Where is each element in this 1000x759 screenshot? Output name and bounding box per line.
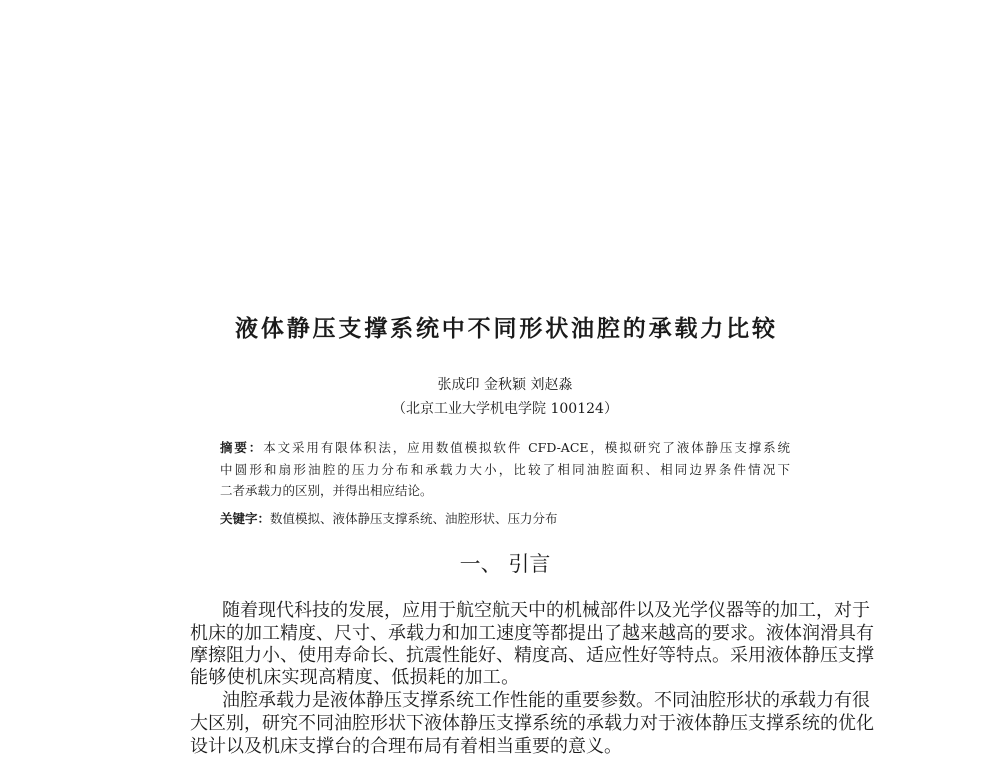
body-line: 能够使机床实现高精度、低损耗的加工。 — [190, 667, 520, 688]
body-line: 摩擦阻力小、使用寿命长、抗震性能好、精度高、适应性好等特点。采用液体静压支撑 — [190, 645, 874, 666]
abstract-line — [220, 438, 790, 456]
body-line: 油腔承载力是液体静压支撑系统工作性能的重要参数。不同油腔形状的承载力有很 — [222, 690, 870, 711]
paper-title: 液体静压支撑系统中不同形状油腔的承载力比较 — [235, 316, 775, 342]
abstract-text: 本文采用有限体积法，应用数值模拟软件 CFD-ACE，模拟研究了液体静压支撑系统 — [263, 440, 790, 455]
body-line: 机床的加工精度、尺寸、承载力和加工速度等都提出了越来越高的要求。液体润滑具有 — [190, 623, 874, 644]
abstract-label: 摘要： — [220, 440, 264, 455]
section-heading: 一、 引言 — [459, 552, 551, 576]
keywords-line — [220, 509, 558, 527]
authors: 张成印 金秋颖 刘赵淼 — [437, 377, 573, 393]
keywords-label: 关键字： — [220, 511, 271, 526]
body-line: 随着现代科技的发展，应用于航空航天中的机械部件以及光学仪器等的加工，对于 — [222, 600, 870, 621]
affiliation: （北京工业大学机电学院 100124） — [392, 401, 618, 417]
abstract-line: 二者承载力的区别，并得出相应结论。 — [220, 483, 433, 498]
abstract-line: 中圆形和扇形油腔的压力分布和承载力大小，比较了相同油腔面积、相同边界条件情况下 — [220, 462, 790, 477]
body-line: 设计以及机床支撑台的合理布局有着相当重要的意义。 — [190, 736, 622, 757]
body-line: 大区别，研究不同油腔形状下液体静压支撑系统的承载力对于液体静压支撑系统的优化 — [190, 713, 874, 734]
keywords-text: 数值模拟、液体静压支撑系统、油腔形状、压力分布 — [270, 511, 558, 526]
